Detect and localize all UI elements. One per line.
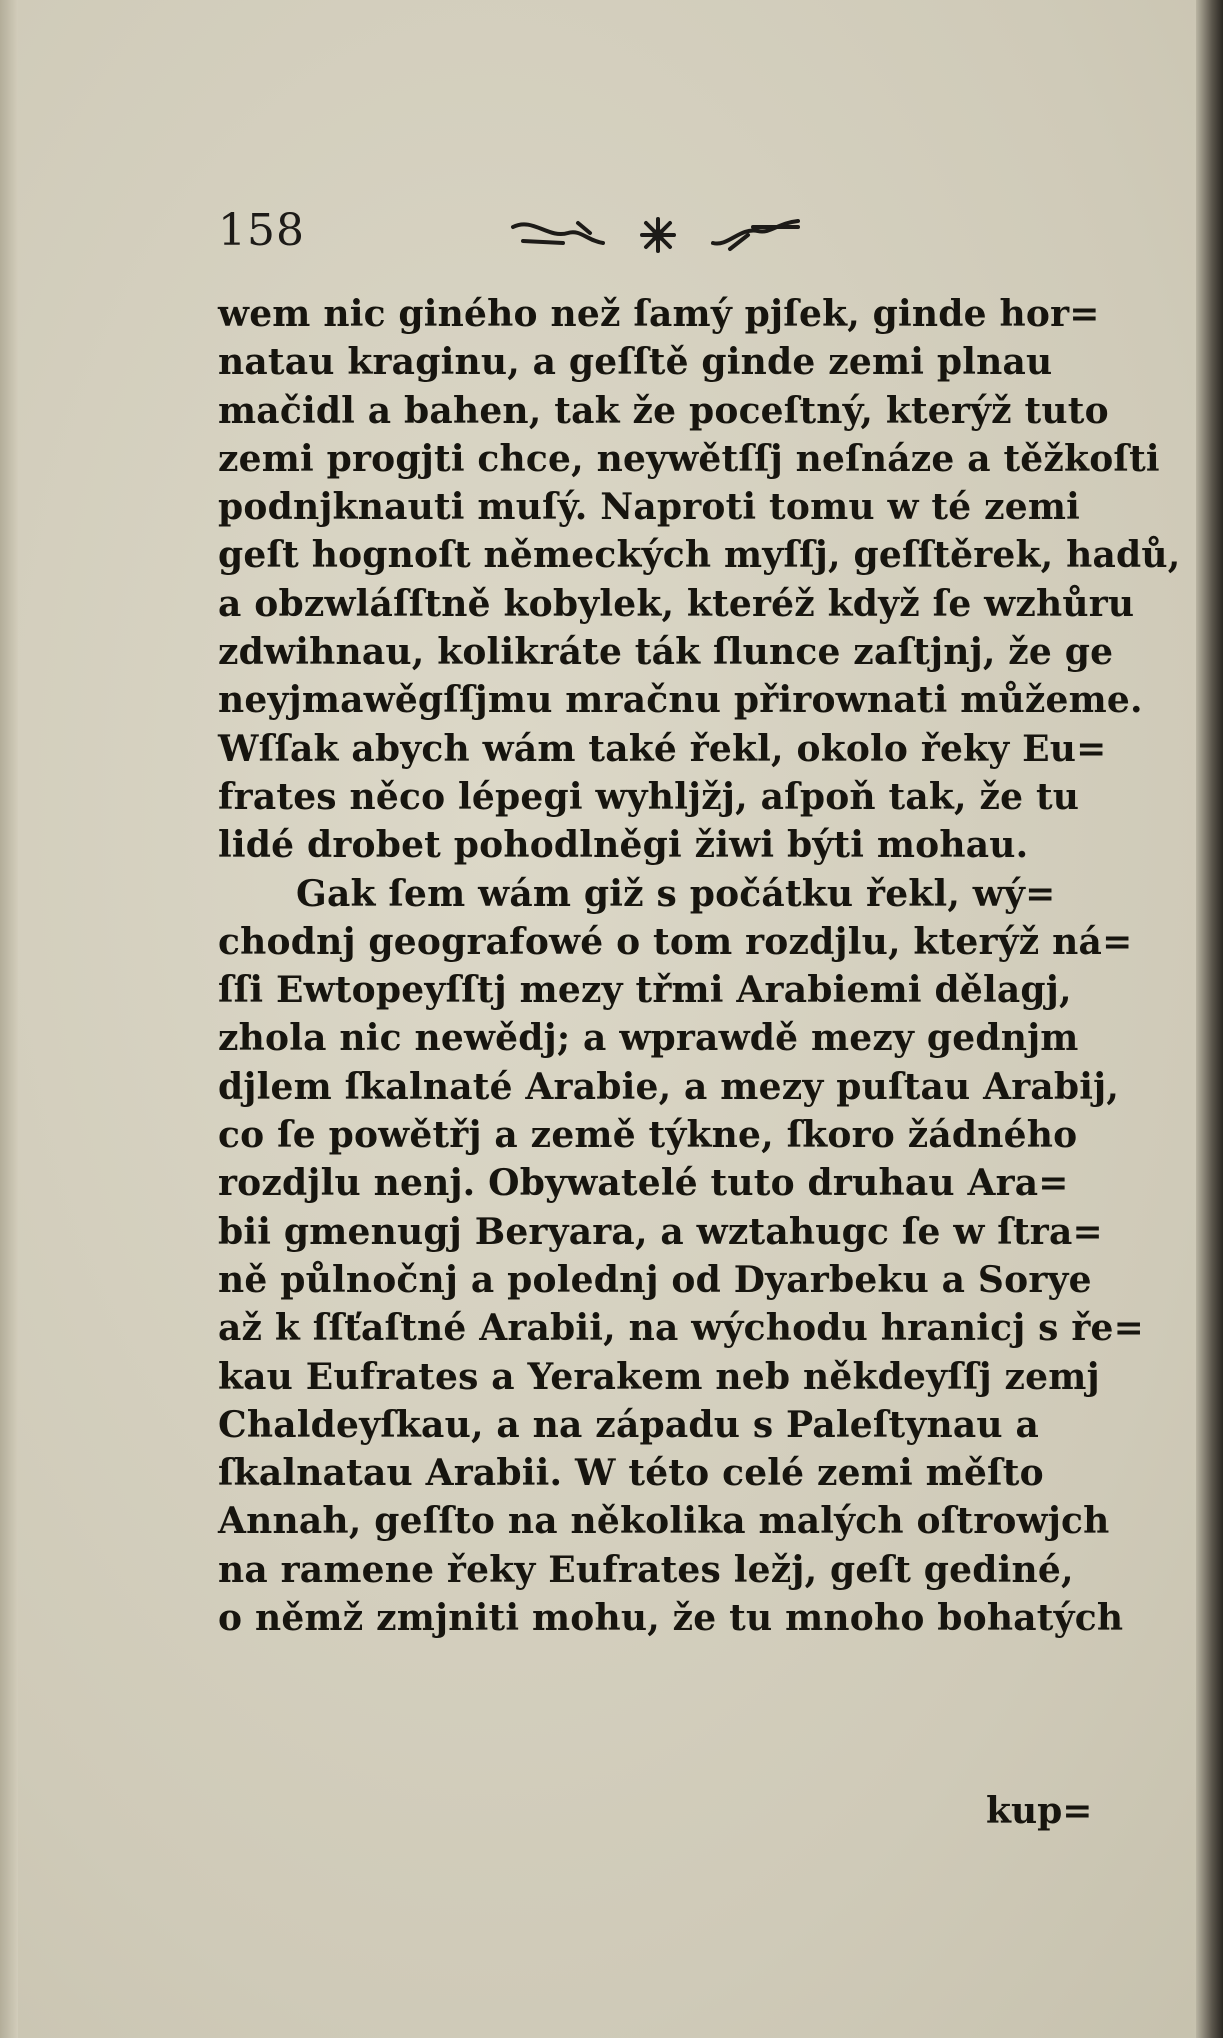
text-line: wem nic giného než ſamý pjſek, ginde hor= <box>218 293 1100 335</box>
text-line: na ramene řeky Eufrates ležj, geſt gediné, <box>218 1548 1074 1591</box>
text-line: geſt hognoſt německých myſſj, geſſtěrek, hadů, <box>218 534 1181 577</box>
page-header <box>218 205 858 265</box>
text-line: mačidl a bahen, tak že poceſtný, kterýž tuto <box>218 389 1109 432</box>
text-line: ně půlnočnj a polednj od Dyarbeku a Sorye <box>218 1258 1092 1301</box>
text-line: lidé drobet pohodlněgi žiwi býti mohau. <box>218 824 1029 867</box>
text-line: Wſſak abych wám také řekl, okolo řeky Eu= <box>218 727 1107 770</box>
text-line: djlem ſkalnaté Arabie, a mezy puſtau Arabij, <box>218 1065 1120 1108</box>
text-line: chodnj geografowé o tom rozdjlu, kterýž ná= <box>218 920 1133 963</box>
text-line: Chaldeyſkau, a na západu s Paleſtynau a <box>218 1403 1040 1446</box>
text-line: ſſi Ewtopeyſſtj mezy třmi Arabiemi dělagj, <box>218 969 1072 1012</box>
text-line: bii gmenugj Beryara, a wztahugc ſe w ſtra= <box>218 1210 1103 1253</box>
text-line: ſkalnatau Arabii. W této celé zemi měſto <box>218 1452 1044 1495</box>
page-number: 158 <box>218 205 305 256</box>
text-line: kau Eufrates a Yerakem neb někdeyſſj zemj <box>218 1355 1100 1398</box>
text-line: rozdjlu nenj. Obywatelé tuto druhau Ara= <box>218 1162 1069 1205</box>
body-text <box>218 290 1181 1642</box>
catchword: kup= <box>986 1790 1093 1832</box>
fleuron-ornament-icon <box>508 213 808 261</box>
text-line: podnjknauti muſý. Naproti tomu w té zemi <box>218 486 1080 529</box>
text-line: frates něco lépegi wyhljžj, aſpoň tak, že tu <box>218 775 1080 818</box>
text-line: natau kraginu, a geſſtě ginde zemi plnau <box>218 341 1053 384</box>
text-line: až k ſſťaſtné Arabii, na wýchodu hranicj s ře= <box>218 1307 1145 1350</box>
text-line: zemi progjti chce, neywětſſj neſnáze a těžkoſti <box>218 437 1160 480</box>
page-left-edge <box>0 0 18 2038</box>
ornament-graphic <box>508 213 808 257</box>
text-line: zhola nic newědj; a wprawdě mezy gednjm <box>218 1017 1079 1060</box>
page-gutter <box>1196 0 1223 2038</box>
text-line: co ſe powětřj a země týkne, ſkoro žádného <box>218 1114 1078 1157</box>
text-line: o němž zmjniti mohu, že tu mnoho bohatých <box>218 1597 1124 1640</box>
text-line: neyjmawěgſſjmu mračnu přirownati můžeme. <box>218 679 1143 722</box>
paragraph-start-line: Gak ſem wám giž s počátku řekl, wý= <box>296 872 1056 915</box>
text-line: Annah, geſſto na několika malých oſtrowjch <box>218 1500 1110 1543</box>
text-line: a obzwláſſtně kobylek, kteréž když ſe wzhůru <box>218 582 1135 625</box>
text-line: zdwihnau, kolikráte ták ſlunce zaſtjnj, že ge <box>218 631 1114 674</box>
